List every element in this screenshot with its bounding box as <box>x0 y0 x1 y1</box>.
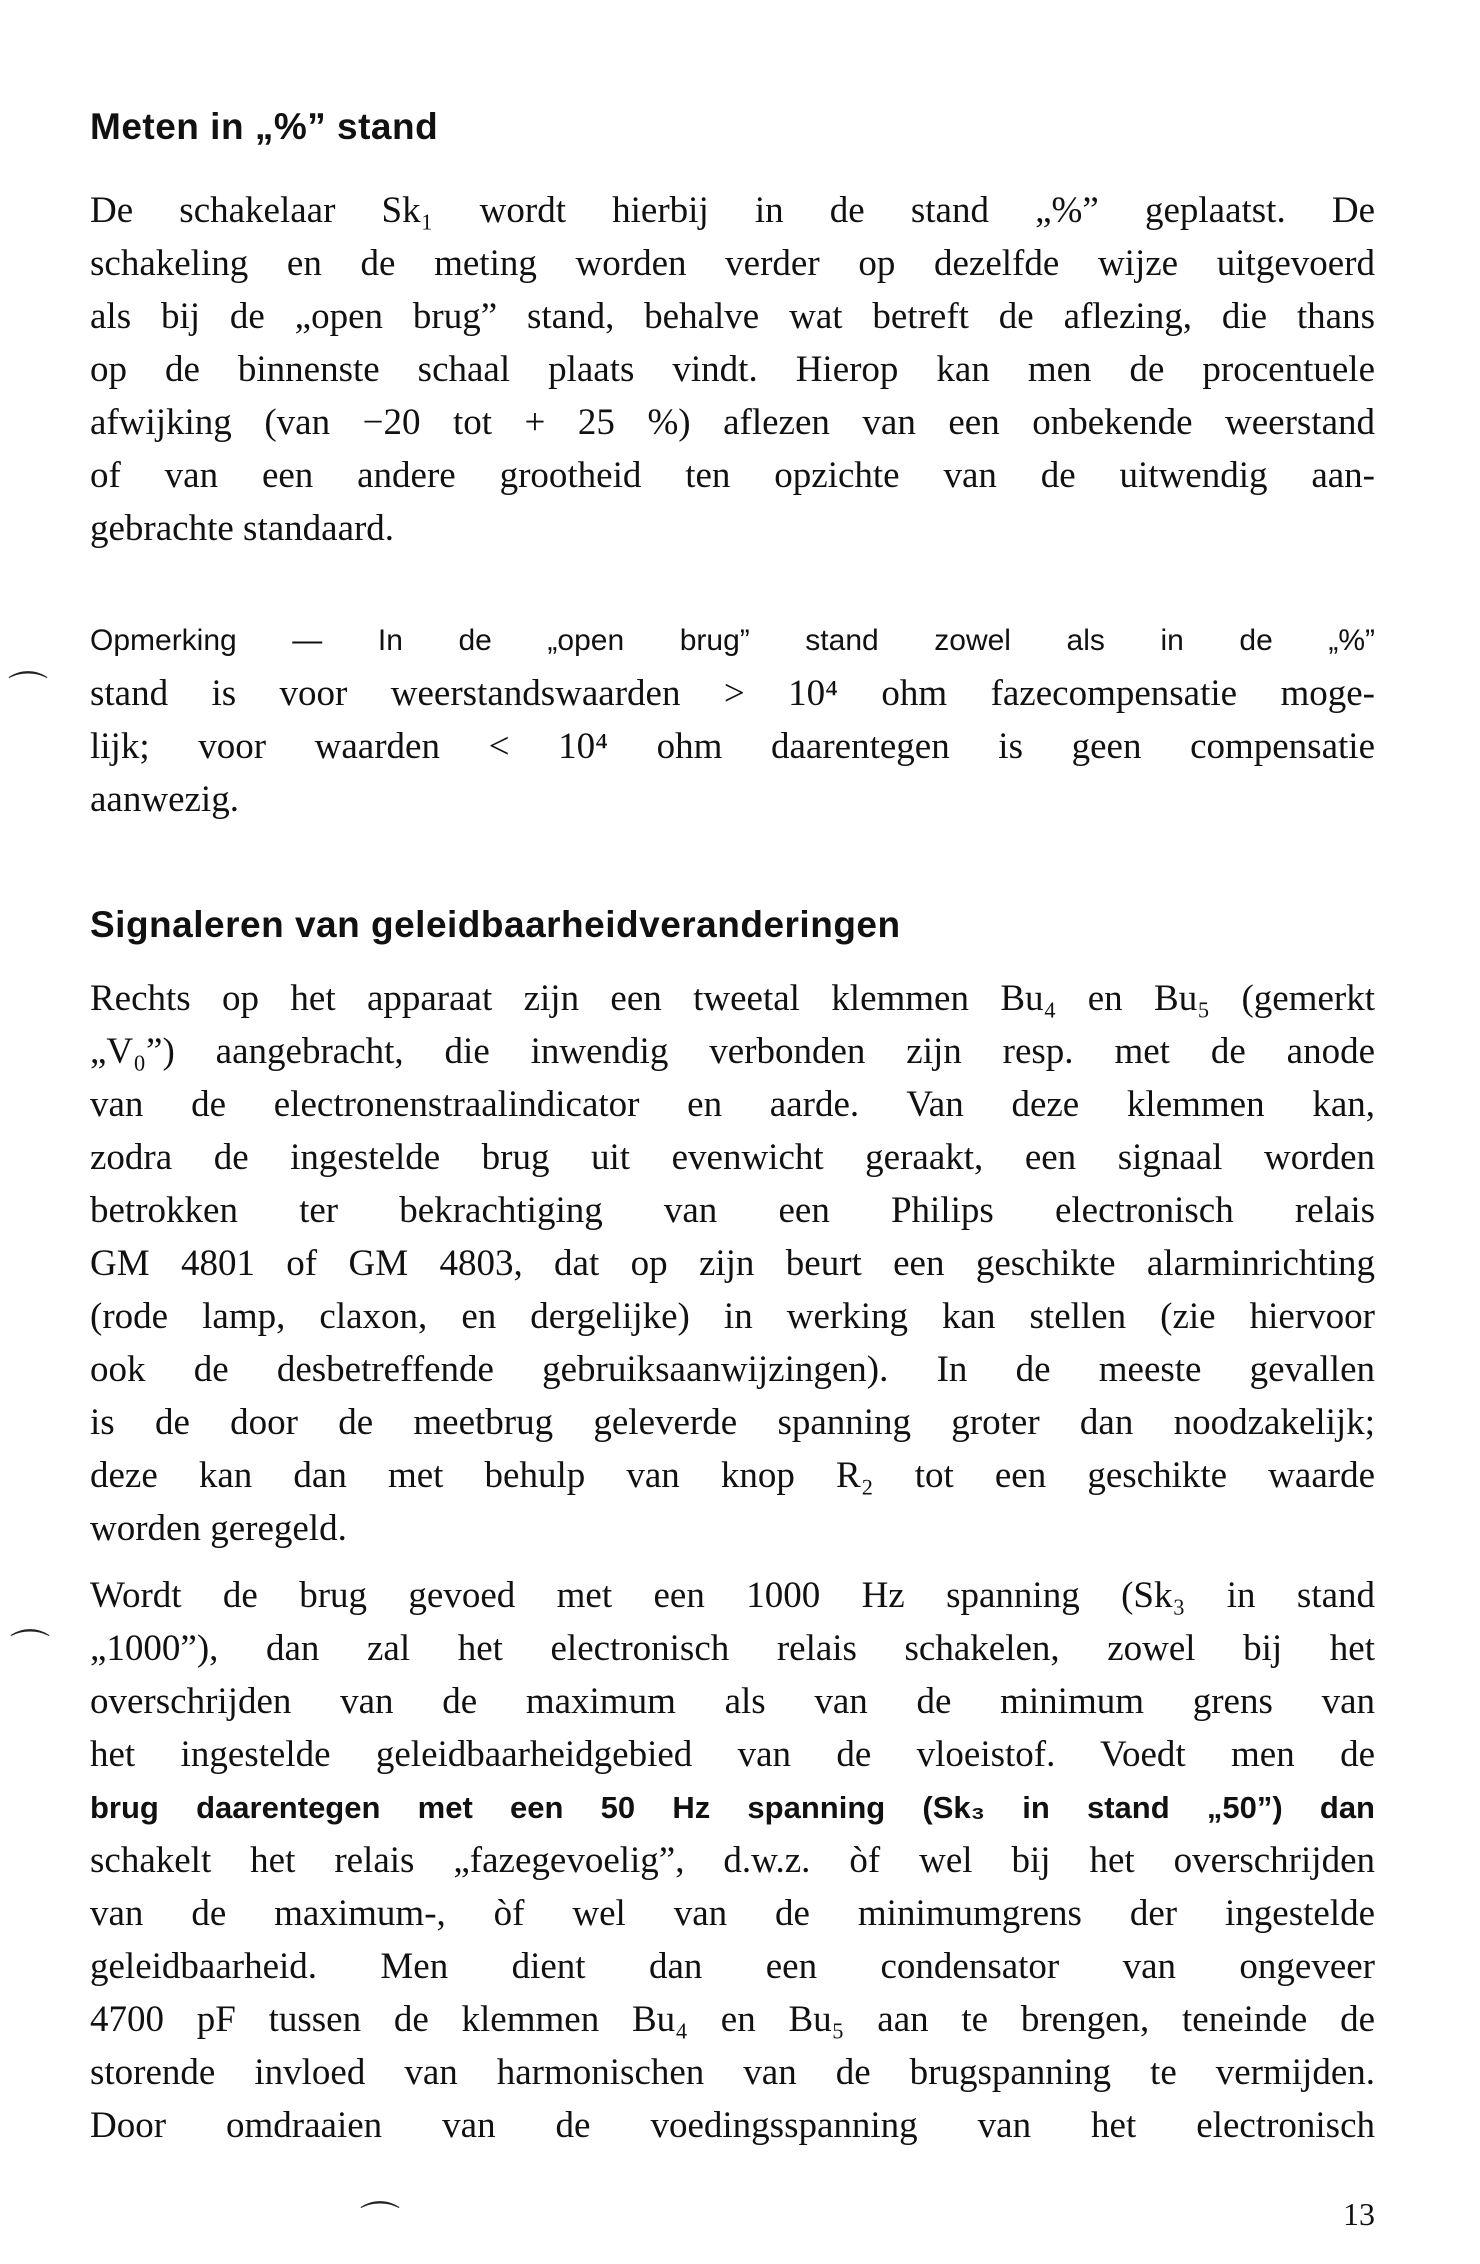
scan-mark: ⌒ <box>8 669 48 714</box>
paragraph-meten <box>90 184 1375 555</box>
text-line: „1000”), dan zal het electronisch relais schakelen, zowel bij het <box>90 1628 1375 1669</box>
text-line: storende invloed van harmonischen van de brugspanning te vermijden. <box>90 2052 1375 2093</box>
scan-mark: ⌒ <box>360 2199 400 2244</box>
text-line: ook de desbetreffende gebruiksaanwijzingen). In de meeste gevallen <box>90 1349 1375 1390</box>
paragraph-signaleren-1 <box>90 972 1375 1555</box>
text-line: zodra de ingestelde brug uit evenwicht geraakt, een signaal worden <box>90 1137 1375 1178</box>
text-line: gebrachte standaard. <box>90 508 395 549</box>
text-line: deze kan dan met behulp van knop R₂ tot een geschikte waarde <box>90 1455 1375 1496</box>
text-line: overschrijden van de maximum als van de minimum grens van <box>90 1681 1375 1722</box>
text-line: van de maximum-, òf wel van de minimumgrens der ingestelde <box>90 1893 1375 1934</box>
text-line: Wordt de brug gevoed met een 1000 Hz spanning (Sk₃ in stand <box>90 1575 1375 1616</box>
section-heading-meten: Meten in „%” stand <box>90 106 439 147</box>
text-line: Rechts op het apparaat zijn een tweetal klemmen Bu₄ en Bu₅ (gemerkt <box>90 978 1375 1019</box>
text-line: schakelt het relais „fazegevoelig”, d.w.z. òf wel bij het overschrijden <box>90 1840 1375 1881</box>
text-line: op de binnenste schaal plaats vindt. Hierop kan men de procentuele <box>90 349 1375 390</box>
text-line: als bij de „open brug” stand, behalve wat betreft de aflezing, die thans <box>90 296 1375 337</box>
text-line: is de door de meetbrug geleverde spanning groter dan noodzakelijk; <box>90 1402 1375 1443</box>
text-line: 4700 pF tussen de klemmen Bu₄ en Bu₅ aan te brengen, teneinde de <box>90 1999 1375 2040</box>
paragraph-signaleren-2 <box>90 1569 1375 2152</box>
text-line-bold: brug daarentegen met een 50 Hz spanning (Sk₃ in stand „50”) dan <box>90 1790 1375 1825</box>
text-line: het ingestelde geleidbaarheidgebied van de vloeistof. Voedt men de <box>90 1734 1375 1775</box>
text-line: Opmerking — In de „open brug” stand zowel als in de „%” <box>90 624 1375 657</box>
text-line: afwijking (van −20 tot + 25 %) aflezen van een onbekende weerstand <box>90 402 1375 443</box>
text-line: De schakelaar Sk₁ wordt hierbij in de stand „%” geplaatst. De <box>90 190 1375 231</box>
text-line: aanwezig. <box>90 779 239 820</box>
page-number: 13 <box>1343 2196 1375 2232</box>
note-opmerking <box>90 614 1375 826</box>
text-line: worden geregeld. <box>90 1508 347 1549</box>
section-heading-signaleren: Signaleren van geleidbaarheidveranderingen <box>90 904 901 945</box>
text-line: betrokken ter bekrachtiging van een Philips electronisch relais <box>90 1190 1375 1231</box>
text-line: of van een andere grootheid ten opzichte van de uitwendig aan- <box>90 455 1375 496</box>
text-line: stand is voor weerstandswaarden > 10⁴ ohm fazecompensatie moge- <box>90 673 1375 714</box>
scan-mark: ⌒ <box>10 1627 50 1672</box>
text-line: geleidbaarheid. Men dient dan een condensator van ongeveer <box>90 1946 1375 1987</box>
text-line: lijk; voor waarden < 10⁴ ohm daarentegen is geen compensatie <box>90 726 1375 767</box>
text-line: van de electronenstraalindicator en aarde. Van deze klemmen kan, <box>90 1084 1375 1125</box>
text-line: (rode lamp, claxon, en dergelijke) in werking kan stellen (zie hiervoor <box>90 1296 1375 1337</box>
text-line: „V₀”) aangebracht, die inwendig verbonden zijn resp. met de anode <box>90 1031 1375 1072</box>
text-line: Door omdraaien van de voedingsspanning van het electronisch <box>90 2105 1375 2146</box>
text-line: GM 4801 of GM 4803, dat op zijn beurt een geschikte alarminrichting <box>90 1243 1375 1284</box>
text-line: schakeling en de meting worden verder op dezelfde wijze uitgevoerd <box>90 243 1375 284</box>
